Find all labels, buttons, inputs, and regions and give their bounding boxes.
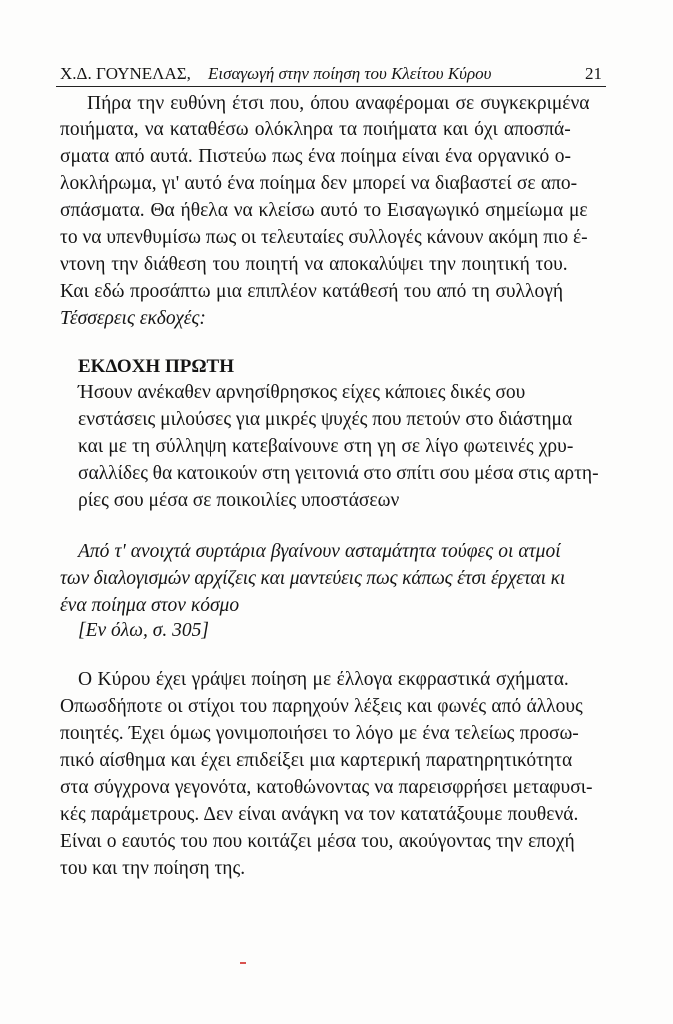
text-line: Είναι ο εαυτός του που κοιτάζει μέσα του, ακούγοντας την εποχή	[60, 831, 575, 852]
poem-line: ένα ποίημα στον κόσμο	[60, 595, 240, 616]
poem-citation: [Εν όλω, σ. 305]	[78, 620, 209, 641]
text-line: Οπωσδήποτε οι στίχοι του παρηχούν λέξεις και φωνές από άλλους	[60, 696, 583, 717]
poem-line: Ήσουν ανέκαθεν αρνησίθρησκος είχες κάποιες δικές σου	[78, 382, 526, 403]
collection-title: Τέσσερεις εκδοχές:	[60, 308, 206, 329]
text-line: ντονη την διάθεση του ποιητή να αποκαλύψει την ποιητική του.	[60, 254, 568, 275]
page-number: 21	[585, 64, 602, 83]
text-line: πικό αίσθημα και έχει επιδείξει μια καρτερική παρατηρητικότητα	[60, 750, 573, 771]
text-line: ποιήματα, να καταθέσω ολόκληρα τα ποιήματα και όχι αποσπά-	[60, 119, 571, 140]
poem-line: και με τη σύλληψη κατεβαίνουνε στη γη σε λίγο φωτεινές χρυ-	[78, 436, 574, 457]
poem-heading: ΕΚΔΟΧΗ ΠΡΩΤΗ	[78, 356, 234, 377]
text-line: λοκλήρωμα, γι' αυτό ένα ποίημα δεν μπορεί να διαβαστεί σε απο-	[60, 173, 578, 194]
poem-line: Από τ' ανοιχτά συρτάρια βγαίνουν ασταμάτητα τούφες οι ατμοί	[78, 541, 561, 562]
text-line: το να υπενθυμίσω πως οι τελευταίες συλλογές κάνουν ακόμη πιο έ-	[60, 227, 588, 248]
text-line: Πήρα την ευθύνη έτσι που, όπου αναφέρομαι σε συγκεκριμένα	[87, 93, 590, 114]
poem-line: ενστάσεις μιλούσες για μικρές ψυχές που πετούν στο διάστημα	[78, 409, 573, 430]
header-author: Χ.Δ. ΓΟΥΝΕΛΑΣ,	[60, 64, 191, 83]
text-line: ποιητές. Έχει όμως γονιμοποιήσει το λόγο με ένα τελείως προσω-	[60, 723, 579, 744]
text-line: σματα από αυτά. Πιστεύω πως ένα ποίημα είναι ένα οργανικό ο-	[60, 146, 571, 167]
text-line: κές παράμετρους. Δεν είναι ανάγκη να τον κατατάξουμε πουθενά.	[60, 804, 579, 825]
text-line: σπάσματα. Θα ήθελα να κλείσω αυτό το Εισαγωγικό σημείωμα με	[60, 200, 588, 221]
text-line: στα σύγχρονα γεγονότα, κατοθώνοντας να παρεισφρήσει μεταφυσι-	[60, 777, 593, 798]
ink-speck	[240, 962, 246, 964]
header-book-title: Εισαγωγή στην ποίηση του Κλείτου Κύρου	[208, 64, 492, 83]
text-line: Και εδώ προσάπτω μια επιπλέον κατάθεσή του από τη συλλογή	[60, 281, 564, 302]
poem-line: των διαλογισμών αρχίζεις και μαντεύεις πως κάπως έτσι έρχεται κι	[60, 568, 566, 589]
text-line: Ο Κύρου έχει γράψει ποίηση με έλλογα εκφραστικά σχήματα.	[78, 669, 569, 690]
poem-line: ρίες σου μέσα σε ποικοιλίες υποστάσεων	[78, 490, 400, 511]
text-line: του και την ποίηση της.	[60, 858, 246, 879]
poem-line: σαλλίδες θα κατοικούν στη γειτονιά στο σπίτι σου μέσα στις αρτη-	[78, 463, 599, 484]
